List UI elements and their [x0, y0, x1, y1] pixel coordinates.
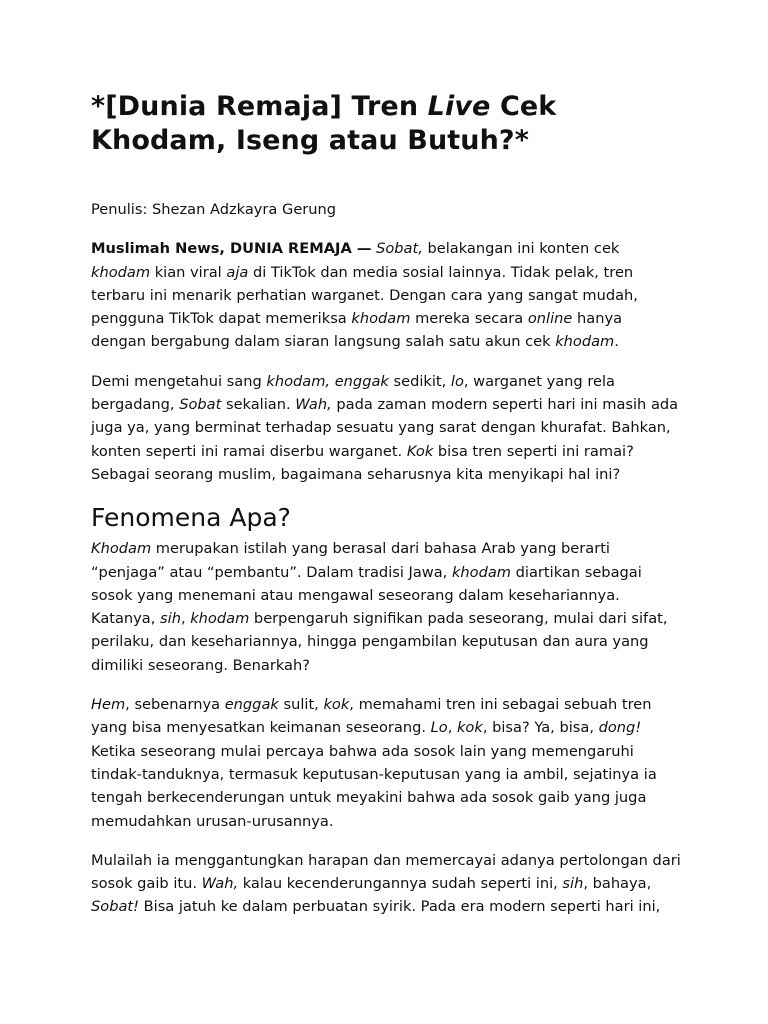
text-span: kian viral	[150, 263, 227, 281]
article-title	[91, 90, 681, 158]
text-span: berpengaruh signifikan pada seseorang, mulai dari sifat, perilaku, dan kesehariannya, hingga pengambilan keputusan dan aura yang dimiliki seseorang. Benarkah?	[91, 610, 668, 674]
italic-span: aja	[226, 263, 249, 281]
text-span: di TikTok dan media sosial lainnya. Tidak pelak, tren terbaru ini menarik perhatian warganet. Dengan cara yang sangat mudah, pengguna TikTok dapat memeriksa	[91, 263, 638, 328]
title-text-1: *[Dunia Remaja] Tren	[91, 91, 428, 122]
italic-span: kok	[456, 719, 483, 737]
italic-span: khodam	[91, 263, 151, 281]
italic-span: Sobat!	[91, 898, 139, 916]
italic-span: online	[527, 310, 573, 328]
text-span: , warganet yang rela bergadang,	[91, 372, 615, 414]
text-span: belakangan ini konten cek	[422, 240, 620, 258]
title-text-2: Cek Khodam, Iseng atau Butuh?*	[91, 91, 557, 156]
text-span: diartikan sebagai sosok yang menemani atau mengawal seseorang dalam kesehariannya. Katanya,	[91, 563, 642, 628]
text-span: merupakan istilah yang berasal dari bahasa Arab yang berarti “penjaga” atau “pembantu”. Dalam tradisi Jawa,	[91, 540, 610, 581]
italic-span: Wah,	[201, 875, 239, 893]
text-span: Ketika seseorang mulai percaya bahwa ada sosok lain yang memengaruhi tindak-tanduknya, termasuk keputusan-keputusan yang ia ambil, sejatinya ia tengah berkecenderungan untuk meyakini bahwa ada sosok gaib yang juga memudahkan urusan-urusannya.	[91, 742, 657, 830]
text-span: ,	[180, 610, 191, 628]
text-span: sulit,	[278, 696, 324, 714]
section-heading: Fenomena Apa?	[91, 503, 291, 533]
paragraph-5	[91, 849, 681, 919]
italic-span: khodam, enggak	[266, 372, 389, 390]
italic-span: khodam	[190, 610, 250, 628]
italic-span: lo	[450, 372, 464, 390]
text-span: mereka secara	[410, 310, 528, 328]
text-span: Demi mengetahui sang	[91, 372, 267, 390]
paragraph-4	[91, 693, 681, 833]
text-span: , bahaya,	[583, 875, 652, 893]
italic-span: sih	[160, 610, 181, 628]
text-span: Mulailah ia menggantungkan harapan dan memercayai adanya pertolongan dari sosok gaib itu.	[91, 851, 681, 893]
italic-span: Wah,	[295, 396, 332, 414]
italic-span: Lo	[430, 719, 448, 737]
italic-span: Sobat	[179, 396, 222, 414]
italic-span: khodam	[351, 310, 411, 328]
italic-span: kok	[323, 696, 350, 714]
paragraph-1	[91, 237, 681, 353]
text-span: sekalian.	[221, 396, 296, 414]
text-span: kalau kecenderungannya sudah seperti ini,	[238, 875, 563, 893]
italic-span: enggak	[224, 696, 279, 714]
italic-span: khodam	[555, 333, 615, 351]
text-span: bisa tren seperti ini ramai? Sebagai seorang muslim, bagaimana seharusnya kita menyikapi hal ini?	[91, 442, 634, 483]
text-span: , sebenarnya	[125, 696, 225, 714]
italic-span: dong!	[598, 719, 642, 737]
italic-span: Khodam	[91, 540, 152, 558]
italic-span: Sobat,	[376, 240, 423, 258]
text-span: pada zaman modern seperti hari ini masih ada juga ya, yang berminat terhadap sesuatu yang sarat dengan khurafat. Bahkan, konten seperti ini ramai diserbu warganet.	[91, 396, 679, 460]
italic-span: Kok	[406, 442, 434, 460]
italic-span: khodam	[451, 563, 512, 581]
text-span: Bisa jatuh ke dalam perbuatan syirik. Pada era modern seperti hari ini,	[138, 898, 661, 916]
author-line: Penulis: Shezan Adzkayra Gerung	[91, 201, 337, 218]
lead-label: Muslimah News, DUNIA REMAJA —	[91, 240, 372, 258]
italic-span: Hem	[91, 696, 126, 714]
paragraph-2	[91, 370, 681, 486]
article	[91, 90, 681, 935]
paragraph-3	[91, 537, 681, 677]
text-span: , memahami tren ini sebagai sebuah tren yang bisa menyesatkan keimanan seseorang.	[91, 696, 652, 737]
text-span: .	[614, 333, 619, 351]
text-span: , bisa? Ya, bisa,	[482, 719, 599, 737]
italic-span: sih	[562, 875, 584, 893]
title-text-italic: Live	[427, 91, 491, 122]
text-span: hanya dengan bergabung dalam siaran langsung salah satu akun cek	[91, 310, 623, 351]
text-span: sedikit,	[388, 372, 451, 390]
text-span: ,	[447, 719, 457, 737]
